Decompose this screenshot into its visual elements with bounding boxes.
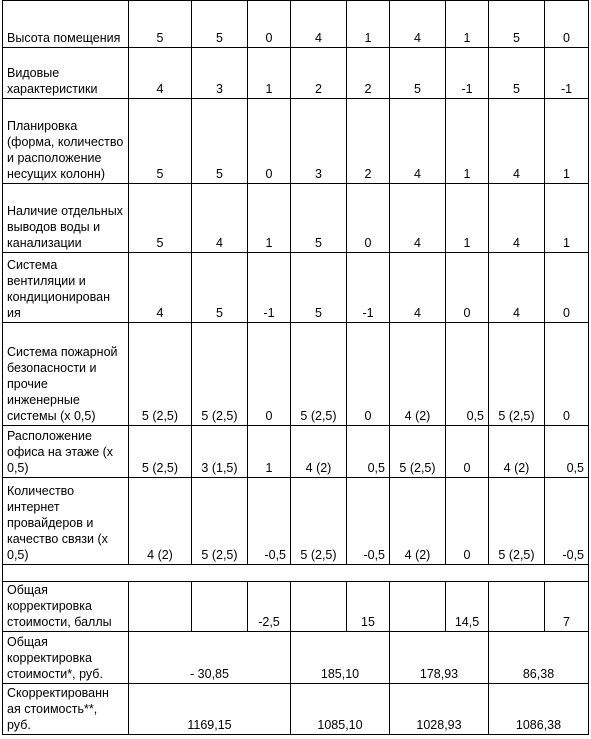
table-cell: 0 [545,323,589,426]
table-cell: 5 (2,5) [291,323,347,426]
table-cell: 5 [390,48,446,99]
table-cell: 5 (2,5) [192,478,248,565]
table-cell: 2 [291,48,347,99]
table-cell: 1 [545,99,589,184]
row-label: Система вентиляции и кондиционирован ия [3,253,129,323]
table-cell: 4 [390,253,446,323]
table-cell: -2,5 [248,582,291,632]
table-cell: 1028,93 [390,684,489,735]
table-row [3,478,589,565]
table-cell: 1085,10 [291,684,390,735]
table-cell: 5 [489,1,545,48]
table-cell: 5 [192,99,248,184]
table-cell: 3 (1,5) [192,426,248,478]
table-cell: 4 (2) [390,478,446,565]
spacer-row [3,565,589,582]
table-cell: 2 [347,99,390,184]
table-cell: 0 [446,426,489,478]
row-label: Планировка (форма, количество и расположение несущих колонн) [3,99,129,184]
row-label: Видовые характеристики [3,48,129,99]
row-label: Высота помещения [3,1,129,48]
table-cell: 0 [248,323,291,426]
table-cell: 1 [248,184,291,253]
table-cell: 1 [248,48,291,99]
table-cell [129,582,192,632]
table-cell: 4 [129,48,192,99]
table-cell: 4 [192,184,248,253]
table-row [3,99,589,184]
table-cell: 0,5 [446,323,489,426]
table-cell: 5 (2,5) [390,426,446,478]
table-cell: 4 [489,99,545,184]
table-cell: 0 [545,1,589,48]
table-cell: 4 [129,253,192,323]
table-cell: 4 (2) [390,323,446,426]
table-cell: 4 [291,1,347,48]
table-cell: 5 (2,5) [489,478,545,565]
table-cell [390,582,446,632]
table-cell: 0 [446,478,489,565]
table-cell: 4 (2) [291,426,347,478]
table-cell: 5 [192,253,248,323]
table-cell: -1 [347,253,390,323]
table-cell [489,582,545,632]
table-cell: 86,38 [489,632,589,684]
table-cell: 5 (2,5) [129,426,192,478]
table-cell: 5 [192,1,248,48]
table-cell: 5 (2,5) [291,478,347,565]
table-cell: -0,5 [248,478,291,565]
table-cell: 5 [489,48,545,99]
table-cell [192,582,248,632]
table-cell: 0 [545,253,589,323]
table-cell: -1 [545,48,589,99]
table-cell: 0 [347,323,390,426]
row-label: Расположение офиса на этаже (х 0,5) [3,426,129,478]
table-cell: 5 [129,184,192,253]
total-rub-row [3,632,589,684]
table-cell: 3 [192,48,248,99]
table-cell: 4 [489,184,545,253]
table-body [3,1,589,735]
table-cell: 4 [390,1,446,48]
spacer-cell [3,565,589,582]
table-cell: 0,5 [347,426,390,478]
table-cell: 7 [545,582,589,632]
table-cell: 1 [446,1,489,48]
table-cell: 4 (2) [489,426,545,478]
table-cell: 5 (2,5) [489,323,545,426]
table-cell: 185,10 [291,632,390,684]
table-cell: 14,5 [446,582,489,632]
table-cell: 0,5 [545,426,589,478]
table-cell: -1 [446,48,489,99]
row-label: Общая корректировка стоимости*, руб. [3,632,129,684]
table-cell: 5 [291,184,347,253]
table-cell: 15 [347,582,390,632]
table-cell: 1 [446,99,489,184]
table-cell: -0,5 [545,478,589,565]
table-cell: 1169,15 [129,684,291,735]
table-cell: 0 [347,184,390,253]
table-row [3,323,589,426]
table-row [3,1,589,48]
table-cell: 1 [446,184,489,253]
table-cell: 4 (2) [129,478,192,565]
table-row [3,253,589,323]
table-cell: 1 [248,426,291,478]
table-cell: 0 [248,1,291,48]
table-cell: 5 [129,99,192,184]
table-cell: 1086,38 [489,684,589,735]
table-cell: -1 [248,253,291,323]
table-cell [291,582,347,632]
adjustment-table [2,0,589,735]
row-label: Система пожарной безопасности и прочие инженерные системы (х 0,5) [3,323,129,426]
total-points-row [3,582,589,632]
row-label: Общая корректировка стоимости, баллы [3,582,129,632]
row-label: Скорректированн ая стоимость**, руб. [3,684,129,735]
table-cell: 0 [446,253,489,323]
table-cell: 1 [347,1,390,48]
table-cell: 4 [390,99,446,184]
table-cell: -0,5 [347,478,390,565]
table-cell: 2 [347,48,390,99]
table-cell: 4 [390,184,446,253]
table-cell: - 30,85 [129,632,291,684]
row-label: Наличие отдельных выводов воды и канализации [3,184,129,253]
table-row [3,48,589,99]
row-label: Количество интернет провайдеров и качество связи (х 0,5) [3,478,129,565]
table-row [3,426,589,478]
table-cell: 5 (2,5) [192,323,248,426]
table-cell: 5 (2,5) [129,323,192,426]
table-cell: 3 [291,99,347,184]
adjusted-row [3,684,589,735]
table-cell: 4 [489,253,545,323]
table-cell: 178,93 [390,632,489,684]
table-cell: 5 [129,1,192,48]
table-row [3,184,589,253]
table-cell: 0 [248,99,291,184]
table-cell: 1 [545,184,589,253]
table-cell: 5 [291,253,347,323]
